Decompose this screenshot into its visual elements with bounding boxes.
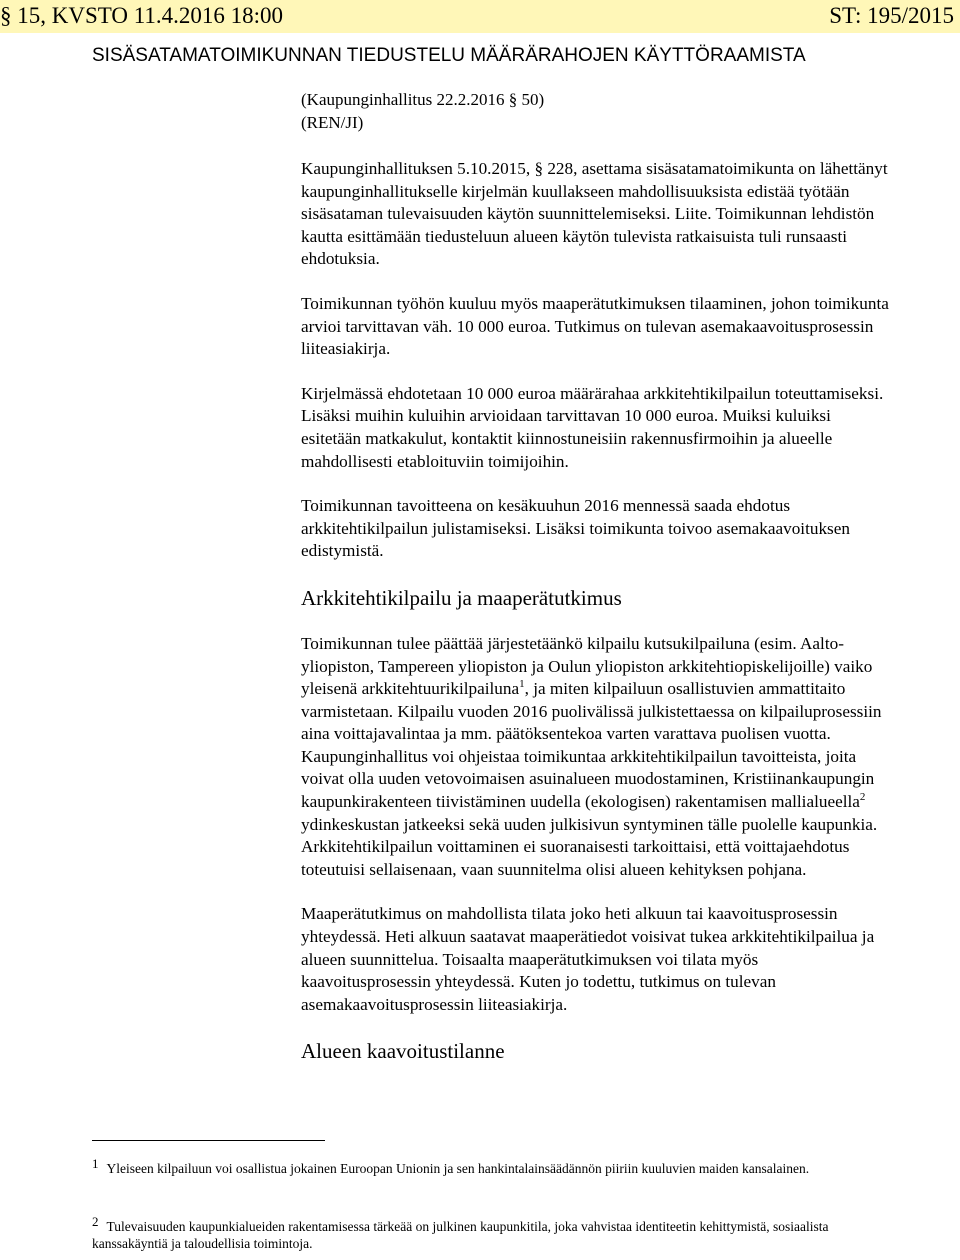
meta-board-reference: (Kaupunginhallitus 22.2.2016 § 50) (301, 90, 545, 109)
meta-author-initials: (REN/JI) (301, 113, 364, 132)
footnote-2-mark: 2 (92, 1214, 99, 1229)
paragraph-soil-timing: Maaperätutkimus on mahdollista tilata joko heti alkuun tai kaavoitusprosessin yhteydessä. Heti alkuun saatavat maaperätiedot voisivat tukea arkkitehtikilpailua ja alueen suunnittelua. Toisaalta maaperätutkimuksen voi tilata myös kaavoitusprosessin yhteydessä. Kuten jo todettu, tutkimus on tulevan asemakaavoitusprosessin liiteasiakirja. (301, 904, 875, 1014)
competition-type-text-b: , ja miten kilpailuun osallistuvien ammattitaito varmistetaan. Kilpailu vuoden 2016 puolivälissä julkistettaessa on kilpailuprosessiin aina voittajavalintaa ja mm. päätöksentekoa varten varattava puolisen vuotta. (301, 679, 882, 744)
header-meeting-ref (0, 3, 283, 29)
document-body (301, 158, 891, 1064)
footnote-1 (92, 1156, 882, 1177)
paragraph-soil-survey: Toimikunnan työhön kuuluu myös maaperätutkimuksen tilaaminen, johon toimikunta arvioi tarvittavan väh. 10 000 euroa. Tutkimus on tulevan asemakaavoitusprosessin liiteasiakirja. (301, 293, 889, 359)
paragraph-appropriation: Kirjelmässä ehdotetaan 10 000 euroa määrärahaa arkkitehtikilpailun toteuttamiseksi. Lisäksi muihin kuluihin arvioidaan tarvittavan 10 000 euroa. Muiksi kuluiksi esitetään matkakulut, kontaktit kiinnostuneisiin rakennusfirmoihin ja alueelle mahdollisesti etabloituviin toimijoihin. (301, 383, 884, 471)
header-meeting-text: 15, KVSTO 11.4.2016 18:00 (17, 3, 284, 28)
competition-type-text-a: Toimikunnan tulee päättää järjestetäänkö kilpailu kutsukilpailuna (esim. Aalto-yliopiston, Tampereen yliopiston ja Oulun yliopiston arkkitehtiopiskelijoille) vaiko yleisenä arkkitehtuurikilpailuna (301, 633, 873, 699)
footnote-2 (92, 1214, 882, 1252)
section-sign-icon: § (0, 3, 12, 28)
competition-goals-text-b: ydinkeskustan jatkeeksi sekä uuden julkisivun syntyminen tälle puolelle kaupunkia. Arkkitehtikilpailun voittaminen ei suoranaisesti tarkoittaisi, että voittajaehdotus toteutuisi sellaisenaan, vaan suunnitelma olisi alueen kehityksen pohjana. (301, 814, 878, 879)
footnote-ref-2: 2 (859, 791, 866, 804)
section-heading-zoning: Alueen kaavoitustilanne (301, 1039, 505, 1064)
footnote-1-text: Yleiseen kilpailuun voi osallistua jokainen Euroopan Unionin ja sen hankintalainsäädännön piiriin kuuluvien maiden kansalainen. (106, 1161, 810, 1176)
section-heading-competition: Arkkitehtikilpailu ja maaperätutkimus (301, 585, 622, 610)
footnote-ref-1: 1 (519, 678, 525, 691)
header-case-number: ST: 195/2015 (829, 3, 954, 28)
footnote-2-text: Tulevaisuuden kaupunkialueiden rakentamisessa tärkeää on julkinen kaupunkitila, joka vahvistaa identiteetin kehittymistä, sosiaalista kanssakäyntiä ja taloudellisia toimintoja. (92, 1219, 829, 1251)
paragraph-competition-goals (301, 746, 891, 882)
footnote-1-mark: 1 (92, 1156, 99, 1171)
paragraph-competition-type (301, 633, 891, 746)
document-title: SISÄSATAMATOIMIKUNNAN TIEDUSTELU MÄÄRÄRAHOJEN KÄYTTÖRAAMISTA (92, 45, 806, 66)
header-band (0, 0, 960, 33)
paragraph-intro: Kaupunginhallituksen 5.10.2015, § 228, asettama sisäsatamatoimikunta on lähettänyt kaupunginhallitukselle kirjelmän kuullakseen mahdollisuuksista edistää työtään sisäsataman tulevaisuuden käytön suunnittelemiseksi. Liite. Toimikunnan lehdistön kautta esittämään tiedusteluun alueen käytön tulevista ratkaisuista tuli runsaasti ehdotuksia. (301, 159, 888, 269)
competition-goals-text-a: Kaupunginhallitus voi ohjeistaa toimikuntaa arkkitehtikilpailun tavoitteista, joita voivat olla uuden vetovoimaisen asuinalueen muodostaminen, Kristiinankaupungin kaupunkirakenteen tiivistäminen uudella (ekologisen) rakentamisen mallialueella (301, 746, 875, 812)
footnote-divider (92, 1140, 325, 1141)
paragraph-goal: Toimikunnan tavoitteena on kesäkuuhun 2016 mennessä saada ehdotus arkkitehtikilpailun julistamiseksi. Lisäksi toimikunta toivoo asemakaavoituksen edistymistä. (301, 496, 850, 561)
